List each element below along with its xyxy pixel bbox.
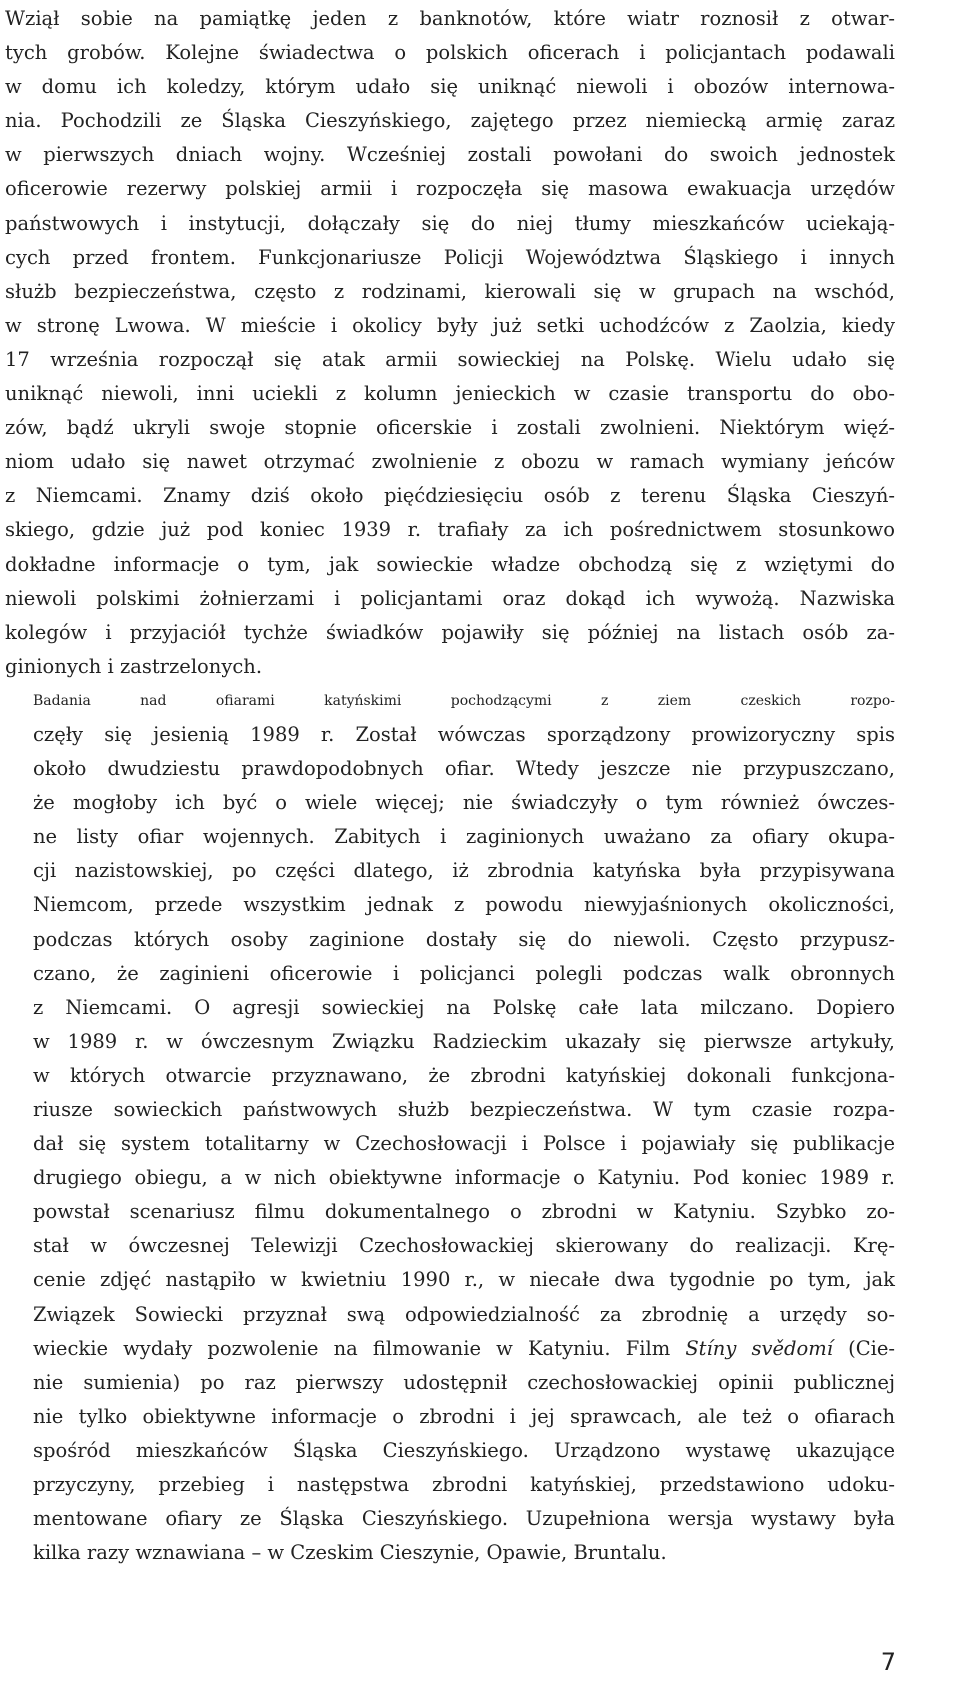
- text-line: w stronę Lwowa. W mieście i okolicy były już setki uchodźców z Zaolzia, kiedy: [5, 313, 895, 337]
- text-line: mentowane ofiary ze Śląska Cieszyńskiego. Uzupełniona wersja wystawy była: [33, 1507, 895, 1531]
- text-line: z Niemcami. Znamy dziś około pięćdziesięciu osób z terenu Śląska Cieszyń-: [5, 484, 895, 508]
- text-line: częły się jesienią 1989 r. Został wówczas sporządzony prowizoryczny spis: [33, 722, 895, 746]
- text-line: nia. Pochodzili ze Śląska Cieszyńskiego, zajętego przez niemiecką armię zaraz: [5, 109, 895, 133]
- paragraph-2: [5, 684, 895, 1570]
- text-line: 17 września rozpoczął się atak armii sowieckiej na Polskę. Wielu udało się: [5, 347, 895, 371]
- text-line: kilka razy wznawiana – w Czeskim Cieszynie, Opawie, Bruntalu.: [33, 1541, 667, 1565]
- text-line: około dwudziestu prawdopodobnych ofiar. Wtedy jeszcze nie przypuszczano,: [33, 757, 895, 781]
- text-line: powstał scenariusz filmu dokumentalnego o zbrodni w Katyniu. Szybko zo-: [33, 1200, 895, 1224]
- text-line: cych przed frontem. Funkcjonariusze Policji Województwa Śląskiego i innych: [5, 245, 895, 269]
- text-line: podczas których osoby zaginione dostały się do niewoli. Często przypusz-: [33, 927, 895, 951]
- text-line: nie tylko obiektywne informacje o zbrodni i jej sprawcach, ale też o ofiarach: [33, 1404, 895, 1428]
- text-line: dał się system totalitarny w Czechosłowacji i Polsce i pojawiały się publikacje: [33, 1132, 895, 1156]
- text-line: riusze sowieckich państwowych służb bezpieczeństwa. W tym czasie rozpa-: [33, 1098, 895, 1121]
- text-line: w pierwszych dniach wojny. Wcześniej zostali powołani do swoich jednostek: [5, 143, 895, 167]
- text-line: nie sumienia) po raz pierwszy udostępnił czechosłowackiej opinii publicznej: [33, 1370, 895, 1394]
- text-line: niewoli polskimi żołnierzami i policjantami oraz dokąd ich wywożą. Nazwiska: [5, 586, 895, 610]
- text-line: niom udało się nawet otrzymać zwolnienie z obozu w ramach wymiany jeńców: [5, 450, 895, 474]
- text-line: Związek Sowiecki przyznał swą odpowiedzialność za zbrodnię a urzędy so-: [33, 1302, 895, 1326]
- text-line: cji nazistowskiej, po części dlatego, iż zbrodnia katyńska była przypisywana: [33, 859, 895, 883]
- text-line: dokładne informacje o tym, jak sowieckie władze obchodzą się z wziętymi do: [5, 552, 895, 576]
- text-line: tych grobów. Kolejne świadectwa o polskich oficerach i policjantach podawali: [5, 41, 895, 65]
- text-line: służb bezpieczeństwa, często z rodzinami, kierowali się w grupach na wschód,: [5, 279, 895, 303]
- text-line: że mogłoby ich być o wiele więcej; nie świadczyły o tym również ówczes-: [33, 791, 895, 815]
- text-line: w których otwarcie przyznawano, że zbrodni katyńskiej dokonali funkcjona-: [33, 1063, 895, 1087]
- text-line: cenie zdjęć nastąpiło w kwietniu 1990 r., w niecałe dwa tygodnie po tym, jak: [33, 1268, 895, 1292]
- text-line: oficerowie rezerwy polskiej armii i rozpoczęła się masowa ewakuacja urzędów: [5, 177, 895, 201]
- film-title: Stíny svědomí: [685, 1336, 833, 1360]
- text-line: skiego, gdzie już pod koniec 1939 r. trafiały za ich pośrednictwem stosunkowo: [5, 518, 895, 542]
- text-line: w domu ich koledzy, którym udało się uniknąć niewoli i obozów internowa-: [5, 75, 895, 99]
- document-body: [5, 2, 895, 1570]
- paragraph-1: [5, 2, 895, 684]
- text-line: Wziął sobie na pamiątkę jeden z banknotów, które wiatr roznosił z otwar-: [5, 7, 895, 30]
- text-line: ginionych i zastrzelonych.: [5, 654, 263, 678]
- text-line: w 1989 r. w ówczesnym Związku Radzieckim ukazały się pierwsze artykuły,: [33, 1029, 895, 1053]
- text-line: ne listy ofiar wojennych. Zabitych i zaginionych uważano za ofiary okupa-: [33, 825, 895, 849]
- text-line: z Niemcami. O agresji sowieckiej na Polskę całe lata milczano. Dopiero: [33, 995, 895, 1019]
- text-line: przyczyny, przebieg i następstwa zbrodni katyńskiej, przedstawiono udoku-: [33, 1473, 895, 1497]
- text-line: państwowych i instytucji, dołączały się do niej tłumy mieszkańców uciekają-: [5, 211, 895, 235]
- text-line: Niemcom, przede wszystkim jednak z powodu niewyjaśnionych okoliczności,: [33, 893, 895, 917]
- text-line: Badania nad ofiarami katyńskimi pochodzącymi z ziem czeskich rozpo-: [33, 692, 895, 709]
- text-line: stał w ówczesnej Telewizji Czechosłowackiej skierowany do realizacji. Krę-: [33, 1234, 895, 1258]
- text-line: wieckie wydały pozwolenie na filmowanie w Katyniu. Film Stíny svědomí (Cie-: [33, 1336, 896, 1360]
- text-line: uniknąć niewoli, inni uciekli z kolumn jenieckich w czasie transportu do obo-: [5, 382, 895, 406]
- text-line: kolegów i przyjaciół tychże świadków pojawiły się później na listach osób za-: [5, 620, 895, 644]
- page-number: 7: [880, 1648, 896, 1676]
- text-line: czano, że zaginieni oficerowie i policjanci polegli podczas walk obronnych: [33, 961, 895, 985]
- text-line: zów, bądź ukryli swoje stopnie oficerskie i zostali zwolnieni. Niektórym więź-: [5, 416, 895, 440]
- text-line: drugiego obiegu, a w nich obiektywne informacje o Katyniu. Pod koniec 1989 r.: [33, 1166, 895, 1190]
- text-line: spośród mieszkańców Śląska Cieszyńskiego. Urządzono wystawę ukazujące: [33, 1438, 895, 1462]
